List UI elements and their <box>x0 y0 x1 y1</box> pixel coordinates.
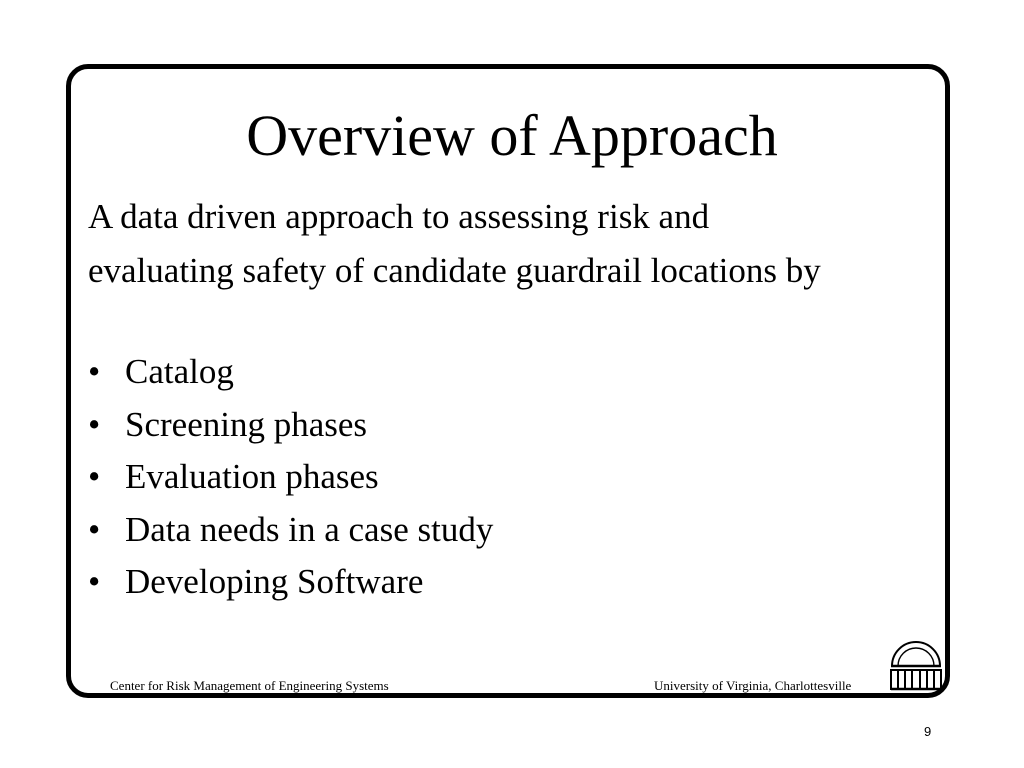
bullet-icon: • <box>88 562 101 601</box>
bullet-item <box>88 399 493 452</box>
intro-line-1: A data driven approach to assessing risk and <box>88 197 710 236</box>
bullet-icon: • <box>88 457 101 496</box>
bullet-item <box>88 504 493 557</box>
bullet-icon: • <box>88 404 101 444</box>
rotunda-logo-icon <box>888 636 944 692</box>
bullet-item <box>88 451 493 504</box>
bullet-icon: • <box>88 352 101 391</box>
intro-line-2: evaluating safety of candidate guardrail locations by <box>88 251 821 290</box>
bullet-text: Developing Software <box>125 562 424 601</box>
bullet-item <box>88 556 493 609</box>
bullet-icon: • <box>88 509 101 549</box>
footer-university-name: University of Virginia, Charlottesville <box>654 678 852 693</box>
bullet-list <box>88 346 493 609</box>
bullet-text: Screening phases <box>125 404 368 444</box>
page-number: 9 <box>924 724 932 739</box>
bullet-text: Evaluation phases <box>125 457 379 496</box>
bullet-text: Data needs in a case study <box>125 509 494 549</box>
bullet-item <box>88 346 493 399</box>
intro-text <box>88 190 938 298</box>
bullet-text: Catalog <box>125 352 234 391</box>
footer-center-name: Center for Risk Management of Engineering Systems <box>110 678 389 693</box>
slide-title: Overview of Approach <box>246 103 778 168</box>
